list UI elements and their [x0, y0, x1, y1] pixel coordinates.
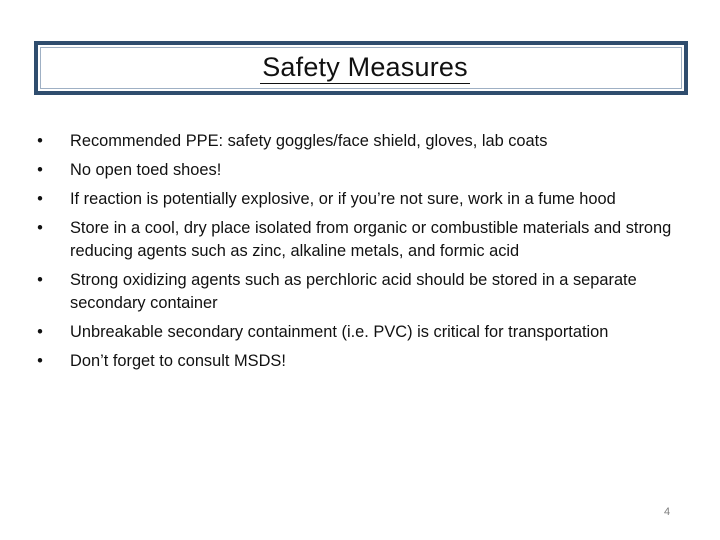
bullet-text: If reaction is potentially explosive, or if you’re not sure, work in a fume hood [70, 190, 616, 208]
bullet-icon: • [37, 219, 43, 237]
bullet-text: Strong oxidizing agents such as perchloric acid should be stored in a separate secondary container [70, 271, 637, 312]
bullet-icon: • [37, 271, 43, 289]
list-item [30, 159, 690, 182]
slide-title: Safety Measures [262, 52, 468, 82]
bullet-text: No open toed shoes! [70, 161, 222, 179]
bullet-icon: • [37, 161, 43, 179]
bullet-list [30, 130, 690, 379]
bullet-text: Don’t forget to consult MSDS! [70, 352, 286, 370]
list-item [30, 350, 690, 373]
title-box [34, 41, 688, 95]
bullet-icon: • [37, 352, 43, 370]
page-number: 4 [664, 506, 671, 518]
list-item [30, 217, 690, 263]
bullet-text: Unbreakable secondary containment (i.e. PVC) is critical for transportation [70, 323, 609, 341]
bullet-text: Store in a cool, dry place isolated from organic or combustible materials and strong reducing agents such as zinc, alkaline metals, and formic acid [70, 219, 672, 260]
list-item [30, 269, 690, 315]
bullet-text: Recommended PPE: safety goggles/face shield, gloves, lab coats [70, 132, 548, 150]
list-item [30, 130, 690, 153]
list-item [30, 188, 690, 211]
bullet-icon: • [37, 323, 43, 341]
list-item [30, 321, 690, 344]
bullet-icon: • [37, 132, 43, 150]
bullet-icon: • [37, 190, 43, 208]
